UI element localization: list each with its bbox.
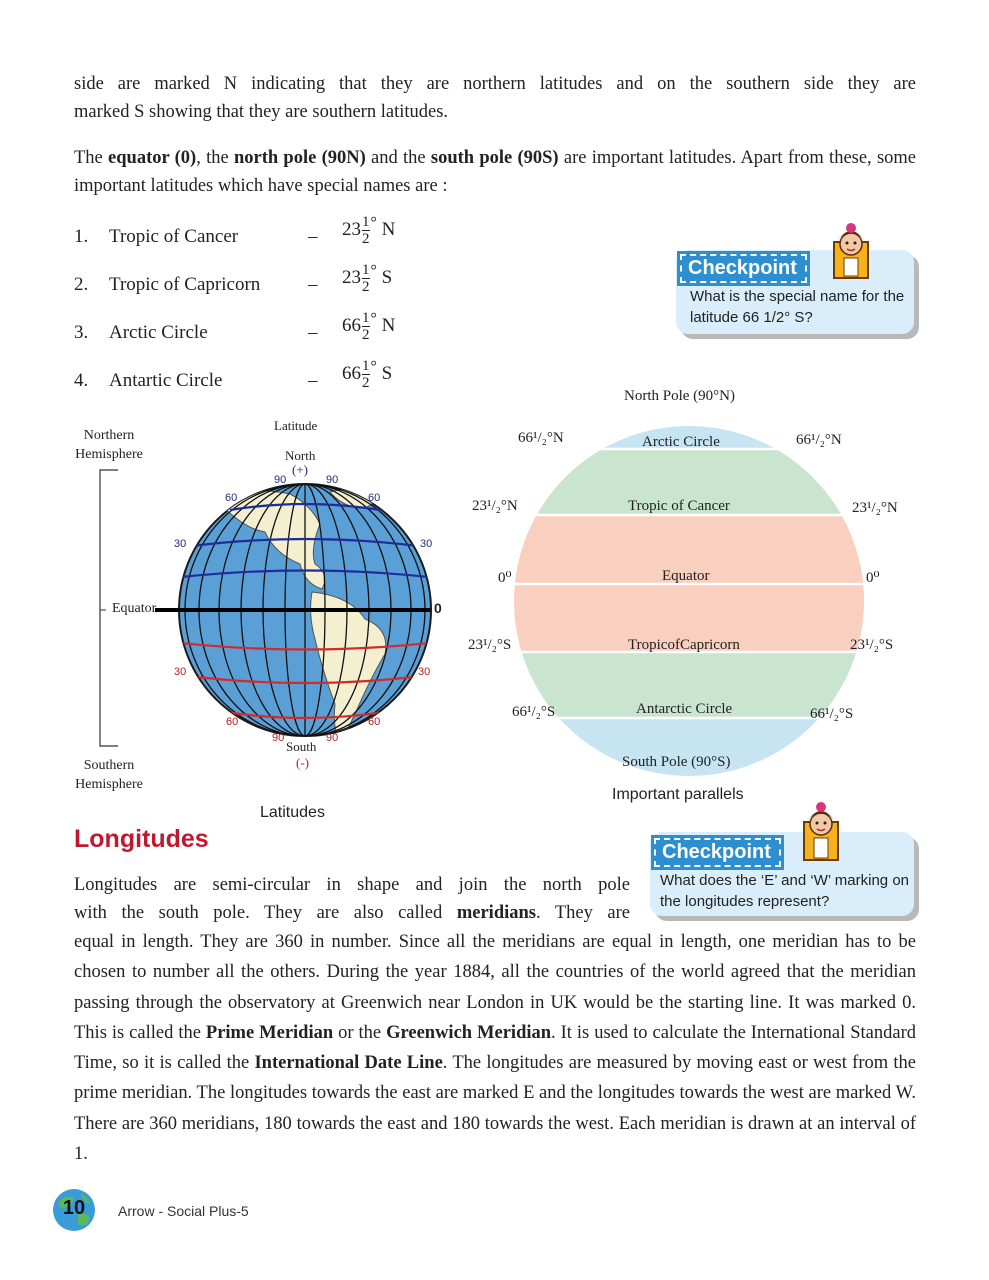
southern-hemisphere-label: Southern Hemisphere: [75, 758, 143, 792]
deg-label: 90: [272, 732, 285, 744]
list-item: [74, 358, 434, 418]
checkpoint-question: What does the ‘E’ and ‘W’ marking on the longitudes represent?: [660, 872, 910, 910]
deg-label: 60: [368, 492, 381, 504]
north-pole-term: north pole (90N): [233, 148, 366, 168]
deg-label: 30: [420, 538, 433, 550]
checkpoint-tag: Checkpoint: [654, 838, 781, 867]
zero-label: 0: [434, 600, 442, 616]
text: . The longitudes are measured by moving east or west from the prime meridian. The longitudes towards the east are marked E and the longitudes towards the west are marked W. There are 360 meridians, 180 towards the east and 180 towards the west. Each meridian is drawn at an interval of 1.: [74, 1053, 916, 1165]
antarctic-circle-label: Antarctic Circle: [636, 701, 733, 717]
item-name: Tropic of Cancer: [109, 226, 239, 247]
direction: S: [381, 362, 393, 384]
checkpoint-question: What is the special name for the latitude 66 1/2° S?: [690, 288, 905, 326]
northern-hemisphere-label: Northern Hemisphere: [75, 428, 143, 462]
intro-line-2: marked S showing that they are southern latitudes.: [74, 102, 449, 122]
text: . It is used to calculate the International Standard Time, so it is called the: [74, 1022, 917, 1074]
dash: –: [308, 226, 318, 247]
text: , the: [196, 148, 234, 168]
direction: S: [381, 266, 393, 288]
fraction: [362, 310, 370, 343]
text: are important latitudes. Apart from these, some important latitudes which have special names are :: [74, 148, 916, 196]
parallels-caption: Important parallels: [612, 786, 744, 803]
numerator: 1: [362, 262, 370, 278]
item-value: [342, 214, 395, 247]
deg-label: 60: [225, 492, 238, 504]
dash: –: [308, 370, 318, 391]
longitudes-line-1: Longitudes are semi-circular in shape and join the north pole: [74, 875, 630, 895]
text: with the south pole. They are also called: [74, 903, 457, 923]
fraction: [362, 358, 370, 391]
whole: 66: [342, 314, 361, 336]
fraction: [362, 262, 370, 295]
item-number: 2.: [74, 274, 89, 295]
left-arctic-label: 66¹/₂°N: [518, 430, 564, 446]
whole: 23: [342, 266, 361, 288]
text: and the: [365, 148, 431, 168]
dash: –: [308, 274, 318, 295]
item-number: 4.: [74, 370, 89, 391]
right-cancer-label: 23¹/₂°N: [852, 500, 898, 516]
tropic-of-cancer-label: Tropic of Cancer: [628, 498, 730, 514]
page-footer: [52, 1188, 352, 1232]
degree-sign: °: [370, 214, 377, 232]
item-name: Tropic of Capricorn: [109, 274, 261, 295]
item-name: Arctic Circle: [109, 322, 208, 343]
whole: 66: [342, 362, 361, 384]
text: or the: [333, 1022, 387, 1043]
right-arctic-label: 66¹/₂°N: [796, 432, 842, 448]
greenwich-meridian-term: Greenwich Meridian: [386, 1022, 552, 1043]
right-equator-label: 0⁰: [866, 570, 880, 586]
deg-label: 60: [226, 716, 239, 728]
text: . They are: [535, 903, 631, 923]
left-antarctic-label: 66¹/₂°S: [512, 704, 556, 720]
degree-sign: °: [370, 310, 377, 328]
deg-label: 30: [418, 666, 431, 678]
latitudes-globe-diagram: [60, 414, 460, 824]
intro-line-1: side are marked N indicating that they are northern latitudes and on the southern side they are: [74, 74, 916, 94]
longitudes-line-2: [74, 899, 630, 927]
longitudes-heading: Longitudes: [74, 825, 209, 853]
north-pole-label: North Pole (90°N): [624, 388, 735, 404]
globe-caption: Latitudes: [260, 804, 325, 821]
south-pole-label: South Pole (90°S): [622, 754, 731, 770]
south-pole-term: south pole (90S): [430, 148, 559, 168]
tropic-of-capricorn-label: TropicofCapricorn: [628, 637, 740, 653]
deg-label: 90: [326, 474, 339, 486]
important-parallels-diagram: [460, 384, 910, 804]
prime-meridian-term: Prime Meridian: [205, 1022, 334, 1043]
important-latitudes-paragraph: [74, 144, 916, 200]
left-capricorn-label: 23¹/₂°S: [468, 637, 512, 653]
page-number: 10: [62, 1197, 86, 1219]
equator-label: Equator: [112, 601, 157, 616]
item-value: [342, 358, 392, 391]
item-number: 1.: [74, 226, 89, 247]
direction: N: [381, 218, 396, 240]
deg-label: 30: [174, 666, 187, 678]
meridians-term: meridians: [456, 903, 536, 923]
numerator: 1: [362, 310, 370, 326]
numerator: 1: [362, 214, 370, 230]
item-number: 3.: [74, 322, 89, 343]
deg-label: 90: [326, 732, 339, 744]
whole: 23: [342, 218, 361, 240]
equator-term: equator (0): [108, 148, 197, 168]
north-label: North: [285, 448, 316, 463]
denominator: 2: [362, 231, 370, 247]
left-cancer-label: 23¹/₂°N: [472, 498, 518, 514]
girl-mascot-icon: [828, 222, 874, 280]
checkpoint-box-1: [672, 222, 918, 340]
longitudes-body: [74, 927, 916, 1169]
deg-label: 90: [274, 474, 287, 486]
checkpoint-tag: Checkpoint: [680, 254, 807, 283]
intro-paragraph: [74, 70, 916, 126]
south-sign: (-): [296, 755, 309, 770]
direction: N: [381, 314, 396, 336]
right-capricorn-label: 23¹/₂°S: [850, 637, 894, 653]
degree-sign: °: [370, 358, 377, 376]
item-value: [342, 310, 395, 343]
deg-label: 60: [368, 716, 381, 728]
numerator: 1: [362, 358, 370, 374]
checkpoint-box-2: [646, 800, 918, 922]
text: The: [74, 148, 109, 168]
degree-sign: °: [370, 262, 377, 280]
girl-mascot-icon: [798, 800, 844, 862]
denominator: 2: [362, 279, 370, 295]
text: equal in length. They are 360 in number. Since all the meridians are equal in length, one meridian has to be chosen to number all the others. During the year 1884, all the countries of the world agreed that the meridian passing through the observatory at Greenwich near London in UK would be the starting line. It was marked 0. This is called the: [74, 932, 916, 1043]
right-antarctic-label: 66¹/₂°S: [810, 706, 854, 722]
left-equator-label: 0⁰: [498, 570, 512, 586]
latitude-label: Latitude: [274, 418, 318, 433]
item-value: [342, 262, 392, 295]
book-title: Arrow - Social Plus-5: [118, 1203, 249, 1219]
denominator: 2: [362, 375, 370, 391]
north-sign: (+): [292, 462, 308, 477]
dash: –: [308, 322, 318, 343]
deg-label: 30: [174, 538, 187, 550]
international-date-line-term: International Date Line: [254, 1053, 443, 1074]
longitudes-intro: [74, 871, 630, 927]
south-label: South: [286, 739, 317, 754]
equator-label: Equator: [662, 568, 710, 584]
item-name: Antartic Circle: [109, 370, 223, 391]
arctic-circle-label: Arctic Circle: [642, 434, 720, 450]
denominator: 2: [362, 327, 370, 343]
fraction: [362, 214, 370, 247]
